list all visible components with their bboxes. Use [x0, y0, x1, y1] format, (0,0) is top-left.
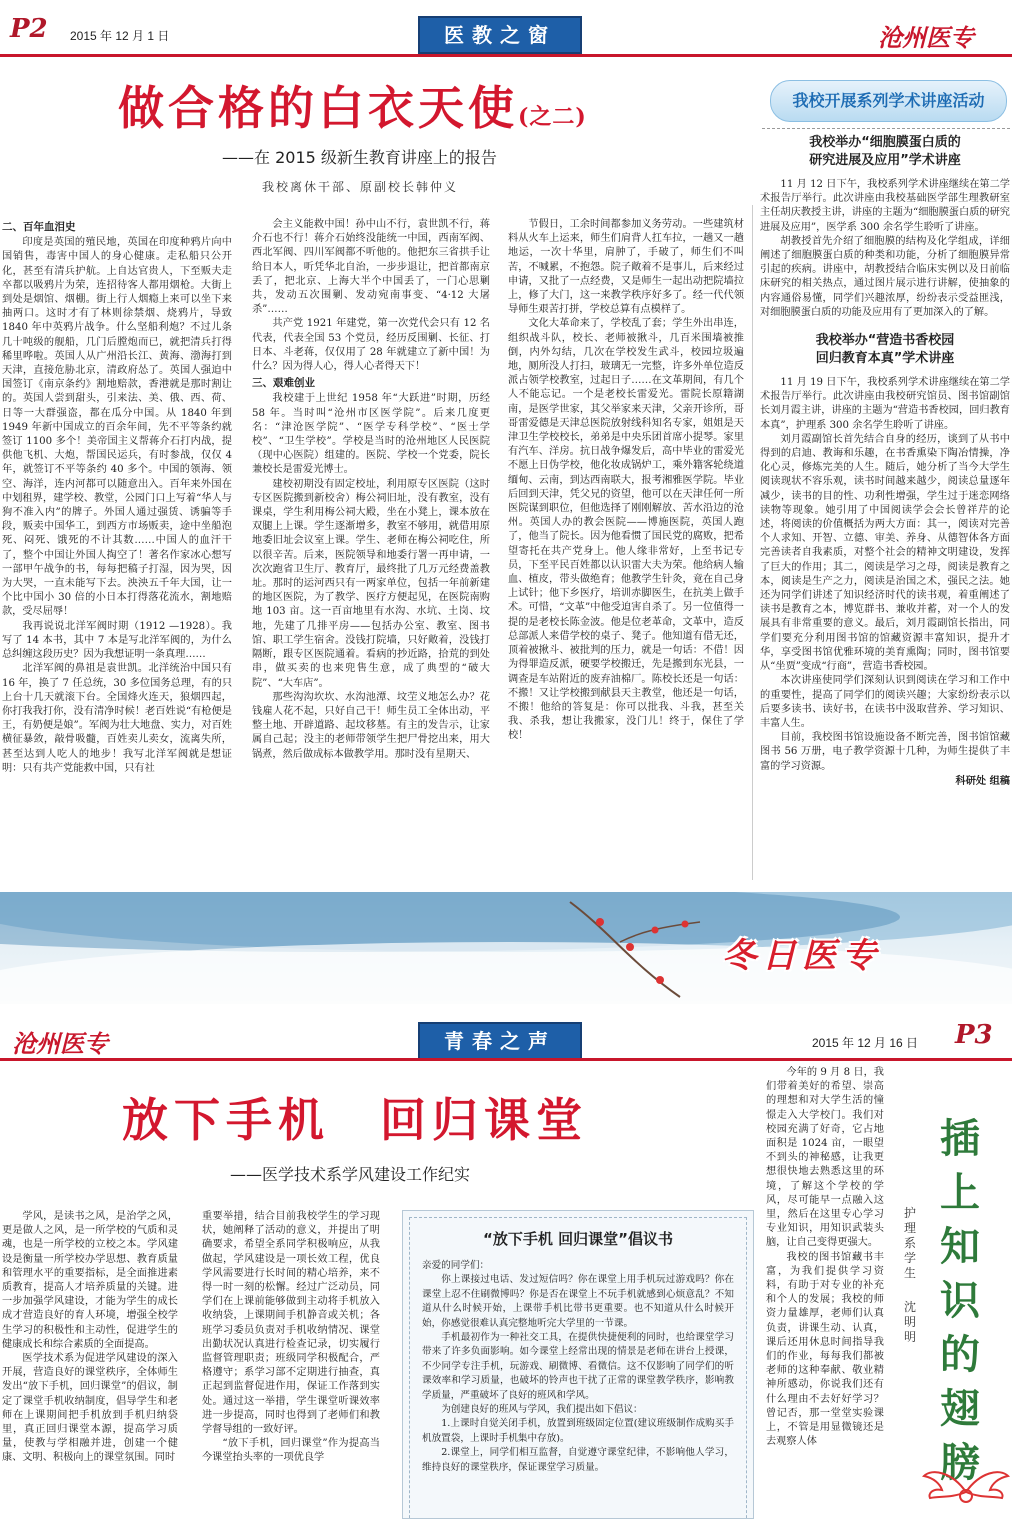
masthead: 沧州医专: [878, 23, 974, 52]
section-heading: 二、百年血泪史: [2, 221, 76, 233]
article-para: 医学技术系为促进学风建设的深入开展，营造良好的课堂秩序，全体师生发出“放下手机，回归课堂”的倡议，制定了课堂手机收纳制度，倡导学生和老师在上课期间把手机放到手机归纳袋里，真正回归课堂本源，提高学习质量，使教与学相融并进，创建一个健康、文明、积极向上的课堂氛围。同时: [2, 1353, 178, 1464]
article-para: 节假日，工余时间都参加义务劳动。一些建筑材料从火车上运来，师生们肩背人扛车拉，一趟又一趟地运，一次十华里，肩肿了，手破了，师生们不叫苦，不喊累，不抱怨。院子敞着不是事儿，后来经过申请，又批了一点经费，又是师生一起出动把院墙拉上，修了大门，这一来教学秩序好多了。经一代代领导师生艰苦打拼，学校总算有点模样了。: [508, 219, 744, 316]
proposal-box: [402, 1210, 754, 1519]
article-column-1: [2, 1210, 178, 1515]
news-1-para: 胡教授首先介绍了细胞膜的结构及化学组成，详细阐述了细胞膜蛋白质的种类和功能，分析了细胞膜异常引起的疾病。讲座中，胡教授结合临床实例以及日前临床研究的相关热点，通过图片展示进行讲解，使抽象的内容通俗易懂，同学们兴趣浓厚，纷纷表示受益匪浅，对细胞膜蛋白质的功能及应用有了更加深入的了解。: [760, 235, 1010, 318]
news-2-title-line2: 回归教育本真”学术讲座: [815, 351, 955, 367]
news-2-title-line1: 我校举办“营造书香校园: [815, 333, 955, 349]
masthead: 沧州医专: [12, 1029, 108, 1058]
column-divider: [752, 205, 753, 880]
section-badge: 青春之声: [418, 1022, 582, 1060]
proposal-para: 手机最初作为一种社交工具，在提供快捷便利的同时，也给课堂学习带来了许多负面影响。如今课堂上经常出现的情景是老师在讲台上授课，不少同学专注手机，玩游戏、刷微博、看微信。这不仅影响了同学们的听课效率和学习质量，也破坏的铃声也干扰了正常的课堂教学秩序，影响教学质量，严重破坏了良好的班风和学风。: [422, 1332, 734, 1401]
article-title: [122, 1090, 588, 1150]
section-badge: 医教之窗: [418, 16, 582, 54]
news-2-para: 11 月 19 日下午，我校系列学术讲座继续在第二学术报告厅举行。此次讲座由我校研究馆员、图书馆副馆长刘月霞主讲，讲座的主题为“营造书香校园，回归教育本真”，护理系 300 余名学生聆听了讲座。: [760, 377, 1010, 431]
essay-byline-name: 沈明明: [904, 1300, 917, 1344]
article-title-main: 做合格的白衣天使: [118, 81, 518, 135]
news-1-title: [760, 134, 1010, 170]
article-title-suffix: (之二): [518, 104, 587, 130]
issue-date: 2015 年 12 月 16 日: [812, 1036, 919, 1050]
article-column-3: [508, 218, 744, 878]
proposal-title: “放下手机 回归课堂”倡议书: [483, 1230, 673, 1248]
article-para: 印度是英国的殖民地，英国在印度种鸦片向中国销售，毒害中国人的身心健康。走私船只公开化，甚至有清兵护航。上自达官贵人，下至贩夫走卒都以吸鸦片为荣，连招待客人都用烟枪。大街上到处是烟馆、烟棚。街上行人烟瘾上来可以坐下来抽两口。这时才有了林则徐禁烟、烧鸦片，导致1840 年中英鸦片战争。什么坚船利炮？不过儿条几十吨级的舰船，几门后膛炮而已，就把清兵打得稀里哗啦。英国人从广州沿长江、黄海、渤海打到天津，直接危胁北京，清政府怂了。英国人强迫中国签订《南京条约》割地赔款，香港就是那时割让的。英国人尝到甜头，引来法、美、俄、西、荷、日等一大群强盗，都在瓜分中国。从 1840 年到 1949 年新中国成立的百余年间，先不平等条约就签订 1100 多个！美帝国主义帮蒋介石打内战，提供他飞机、大炮，帮国民运兵，有时参战，仅仅 4 年，就签订不平等条约 40 多个。中国的领海、领空、海洋，连内河都可以随意出入。百年来外国在中划租界，建学校、教堂，公园门口上写着“华人与狗不准入内”的牌子。外国人通过强赁、诱骗等手段，贩卖中国华工，到西方市场贩卖，途中坐船泡死、闷死、饿死的不计其数……中国人的血汗干了，整个中国让外国人掏空了！著名作家冰心想写一部甲午战争的书，每每把稿子打湿，因为哭，因为大哭，一直未能写下去。泱泱五千年大国，让一个比中国小 30 倍的小日本打得落花流水，割地赔款，受尽屈辱！: [2, 237, 232, 618]
sidebar-banner: [770, 80, 1007, 122]
article-para: 我再说说北洋军阀时期（1912 —1928）。我写了 14 本书，其中 7 本是写北洋军阀的，为什么总纠缠这段历史？因为我想证明一条真理……: [2, 620, 232, 661]
header-rule: [0, 54, 1012, 57]
article-para: 重要举措，结合目前我校学生的学习现状，她阐释了活动的意义，并提出了明确要求，希望全系同学积极响应，从我做起，学风建设是一项长效工程，优良学风需要进行长时间的精心培养，来不得一时一刻的松懈。经过广泛动员，同学们在上课前能够做到主动将手机放入收纳袋，上课期间手机静音或关机；各班学习委员负责对手机收纳情况、课堂出勤状况认真进行检查记录，切实履行监督管理职责；班级同学积极配合，严格遵守；系学习部不定期进行抽查，真正起到监督促进作用，保证工作落到实处。通过这一举措，学生课堂听课效率进一步提高，同时也得到了老师们和教学督导组的一致好评。: [202, 1211, 380, 1436]
essay-para: 今年的 9 月 8 日，我们带着美好的希望、崇高的理想和对大学生活的憧憬走入大学校门。我们对校园充满了好奇，它占地面积是 1024 亩，一眼望不到头的神秘感，让我更想很快地去熟悉这里的环境，了解这个学校的学风，尽可能早一点融入这里，然后在这里专心学习专业知识，用知识武装头脑，让自己变得更强大。: [766, 1067, 884, 1249]
article-para: 我校建于上世纪 1958 年“大跃进”时期，历经 58 年。当时叫“沧州市区医学院”。后来几度更名：“津沧医学院”、“医学专科学校”、“医士学校”、“卫生学校”。学校是当时的沧州地区人民医院（现中心医院）组建的。医院、学校一个党委，院长兼校长是雷爱光博士。: [252, 393, 490, 476]
article-title-part-b: 回归课堂: [380, 1093, 588, 1147]
page-number: P3: [955, 1020, 993, 1050]
wings-icon: [922, 1462, 1010, 1512]
article-para: 建校初期没有固定校址，利用原专区医院（这时专区医院搬到新校舍）梅公祠旧址，没有教室，没有课桌，学生利用梅公祠大殿，坐在小凳上，课本放在双腿上上课。学生逐渐增多，教室不够用，就借用原地委旧址会议室上课。学生、老师在梅公祠吃住，所以很辛苦。后来，医院领导和地委行署一再申请，一次次跑省卫生厅、教育厅，最终批了几万元经费盖教址。那时的运河西只有一两家单位，包括一年前新建的地区医院，为了教学、医疗方便起见，在医院南购地 103 亩。这一百亩地里有水沟、水坑、土岗、坟地，先建了几排平房——包括办公室、教室、图书馆、职工学生宿舍。没钱打院墙，只好敞着，没钱打隔断，跟专区医院通着。看病的抄近路，拾荒的到处串，做买卖的也来兜售生意，成了典型的“破大院”、“大车店”。: [252, 478, 490, 689]
issue-date: 2015 年 12 月 1 日: [70, 29, 170, 43]
sidebar-banner-text: 我校开展系列学术讲座活动: [792, 91, 985, 110]
plum-branch-icon: [560, 892, 720, 1004]
article-para: 共产党 1921 年建党，第一次党代会只有 12 名代表，代表全国 53 个党员，经历反围剿、长征、打日本、斗老蒋，仅仅用了 28 年就建立了新中国！为什么？因为得人心，得人心者得天下！: [252, 318, 490, 373]
article-author: 我校离休干部、原副校长韩仲义: [262, 180, 459, 194]
article-para: 学风，是读书之风，是治学之风，更是做人之风，是一所学校的气质和灵魂，也是一所学校的立校之本。学风建设是衡量一所学校办学思想、教育质量和管理水平的重要指标，是全面推进素质教育，提高人才培养质量的关键。进一步加强学风建设，才能为学生的成长成才营造良好的育人环境，增强全校学生学习的积极性和主动性，促进学生的健康成长和综合素质的全面提高。: [2, 1211, 178, 1350]
article-para: 那些沟沟坎坎、水沟池潭、坟茔义地怎么办？花钱雇人花不起，只好自己干！师生员工全体出动，平整土地、开辟道路、起坟移墓。有主的发告示，让家属自己起；没主的老师带领学生把尸骨挖出来，用大锅煮，然后做成标本做教学用。那时没有星期天、: [252, 691, 490, 760]
article-title: [118, 78, 587, 147]
sidebar-news: [760, 132, 1010, 882]
proposal-para: 为创建良好的班风与学风，我们提出如下倡议：: [441, 1404, 643, 1416]
proposal-body: [422, 1259, 734, 1475]
news-1-title-line2: 研究进展及应用”学术讲座: [809, 153, 961, 168]
article-para: “放下手机，回归课堂”作为提高当今课堂抬头率的一项优良学: [202, 1438, 380, 1464]
news-2-para: 刘月霞副馆长首先结合自身的经历，谈到了从书中得到的启迪、教诲和乐趣，在书香熏染下陶冶情操，净化心灵，修炼完美的人生。随后，她分析了当今大学生阅读现状不容乐观，读书时间越来越少，阅读总量逐年减少，读书的目的性、功利性增强，学生过于迷恋网络读物等现象。她引用了中国阅读学会会长曾祥芹的论述，将阅读的价值概括为两大方面：其一，阅读对完善个人求知、开智、立德、审美、养身、从德智体各方面完善读者自我素质，对整个社会的精神文明建设，发挥了巨大的作用；其二，阅读是学习之母，阅读是教育之本，阅读是生产之力，阅读是治国之术，强民之法。她还为同学们讲述了知识经济时代的读书观，着重阐述了读书是教育之本，博览群书、兼收并蓄，对一个人的发展具有非常重要的意义。最后，刘月霞副馆长指出，同学们要充分利用图书馆的馆藏资源丰富知识，提升才华，享受图书馆优雅环境的美育熏陶；同时，图书馆要从“坐贾”变成“行商”，营造书香校园。: [760, 433, 1010, 673]
header-rule: [0, 1058, 1012, 1061]
article-title-part-a: 放下手机: [122, 1093, 330, 1147]
essay-byline-dept: 护理系学生: [904, 1206, 917, 1280]
news-2-credit: 科研处 组稿: [955, 774, 1010, 787]
news-2-para: 本次讲座使同学们深刻认识到阅读在学习和工作中的重要性，提高了同学们的阅读兴趣；大家纷纷表示以后要多读书、读好书，在读书中汲取营养、学习知识、丰富人生。: [760, 675, 1010, 729]
news-1-body: [760, 178, 1010, 320]
proposal-para: 1.上课时自觉关闭手机，放置到班级固定位置(建议班级制作成购买手机放置袋，上课时手机集中存放)。: [422, 1418, 734, 1444]
article-para: 文化大革命来了，学校乱了套；学生外出串连，组织战斗队，校长、老师被揪斗，几百米围墙被推倒，内外勾结，几次在学校发生武斗，校园垃圾遍地，厕所没人打扫，玻璃无一完整，许多外单位造反派占领学校教室，过起日子……在文革期间，有几个人不能忘记。一个是老校长雷爱光。雷院长原籍湖南，是医学世家，其父举家来天津，父亲开诊所，哥哥雷爱德是天津总医院放射线科知名专家，姐姐是天津卫生学校校长，弟弟是中央乐团首席小提琴。家里有汽车、洋房。抗日战争爆发后，高中毕业的雷爱光不愿上日伪学校，他化妆成锅炉工，乘外籍客轮绕道缅甸、云南，到达西南联大，报考湘雅医学院。毕业后回到天津，凭父兄的资望，他可以在天津任何一所医院谋到职位，但他选择了刚刚解放、苦水沿边的沧州。英国人办的教会医院——博施医院，英国人跑了，他当了院长。因为他看惯了国民党的腐败，把希望寄托在共产党身上。他人缘非常好，上至书记专员，下至平民百姓都以认识雷大夫为荣。他给病人输血、植皮，带头做绝育；他教学生针灸，竟在自己身上试针；他下乡医疗，培训赤脚医生，在抗美上做手术。可惜，“文革”中他受迫害自杀了。另一位值得一提的是老校长陈金波。他是位老革命，文革中，造反总部派人来借学校的桌子、凳子。他知道有借无还，顶着被揪斗、被批判的压力，就是一句话：不借！因为得罪造反派，硬要学校搬迁，先是搬到东光县，一调查是车站附近的废弃油棉厂。陈校长还是一句话：不搬！又让学校搬到献县天主教堂，他还是一句话，不搬！他给的答复是：你可以批我、斗我，甚至关我、杀我，想让我搬家，没门儿！终于，保住了学校！: [508, 318, 744, 742]
article-column-2: [202, 1210, 380, 1515]
sidebar-divider: [762, 128, 1010, 129]
article-para: 会主义能救中国！孙中山不行，袁世凯不行，蒋介石也不行！蒋介石始终没能统一中国，西南军阀、西北军阀、四川军阀都不听他的。他把东三省拱手让给日本人，听凭华北自治，一步步退让，把首都南京丢了，把北京、上海大半个中国丢了，一门心思剿共，发动五次围剿、发动宛南事变、“4·12 大屠杀”……: [252, 219, 490, 316]
article-column-2: [252, 218, 490, 878]
section-heading: 三、艰难创业: [252, 377, 315, 390]
article-subtitle: ——在 2015 级新生教育讲座上的报告: [222, 148, 497, 167]
article-subtitle: ——医学技术系学风建设工作纪实: [230, 1165, 471, 1184]
article-para: 北洋军阀的鼻祖是袁世凯。北洋统治中国只有 16 年，换了 7 任总统，30 多位国务总理，有的只上台十几天就滚下台。全国烽火连天，狼烟四起，你打我我打你，没有清净时候！老百姓说“有枪便是王，有奶便是娘”。军阀为壮大地盘、实力，对百姓横征暴敛，敲骨吸髓，百姓卖儿卖女，流离失所，甚至达到人吃人的地步！我写北洋军阀就是想证明：只有共产党能救中国，只有社: [2, 663, 232, 774]
news-2-title: [760, 332, 1010, 368]
banner-text: 冬日医专: [722, 936, 882, 976]
news-1-para: 11 月 12 日下午，我校系列学术讲座继续在第二学术报告厅举行。此次讲座由我校基础医学部生理教研室主任胡庆教授主讲，讲座的主题为“细胞膜蛋白质的研究进展及应用”，医学系 300 余名学生聆听了讲座。: [760, 179, 1010, 233]
proposal-para: 2.课堂上，同学们相互监督，自觉遵守课堂纪律，不影响他人学习，维持良好的课堂秩序，保证课堂学习质量。: [422, 1447, 734, 1473]
news-2-body: [760, 376, 1010, 788]
page-number: P2: [10, 14, 48, 44]
essay-title: 插上知识的翅膀: [940, 1115, 980, 1486]
essay-para: 我校的图书馆藏书丰富，为我们提供学习资料，有助于对专业的补充和个人的发展；我校的师资力量雄厚，老师们认真负责，讲课生动、认真，课后还用休息时间指导我们的作业，每每我们都被老师的这种奉献、敬业精神所感动，你说我们还有什么理由不去好好学习？曾记否，那一堂堂实验课上，不管是用显微镜还是去观察人体: [766, 1251, 884, 1448]
winter-banner: [0, 892, 1012, 1004]
news-1-title-line1: 我校举办“细胞膜蛋白质的: [809, 135, 961, 150]
proposal-para: 你上课接过电话、发过短信吗？你在课堂上用手机玩过游戏吗？你在课堂上忍不住刷微博吗？你是否在课堂上不玩手机就感到心烦意乱？不知道从什么时候开始，上课带手机比带书更重要。也不知道从什么时候开始，你感觉很难认真完整地听完大学里的一节课。: [422, 1274, 734, 1329]
news-2-para: 目前，我校图书馆设施设备不断完善，图书馆馆藏图书 56 万册，电子教学资源十几种，为师生提供了丰富的学习资源。: [760, 732, 1010, 772]
proposal-greeting: 亲爱的同学们：: [422, 1260, 490, 1271]
article-column-1: [2, 218, 232, 878]
essay-body: [766, 1066, 884, 1516]
